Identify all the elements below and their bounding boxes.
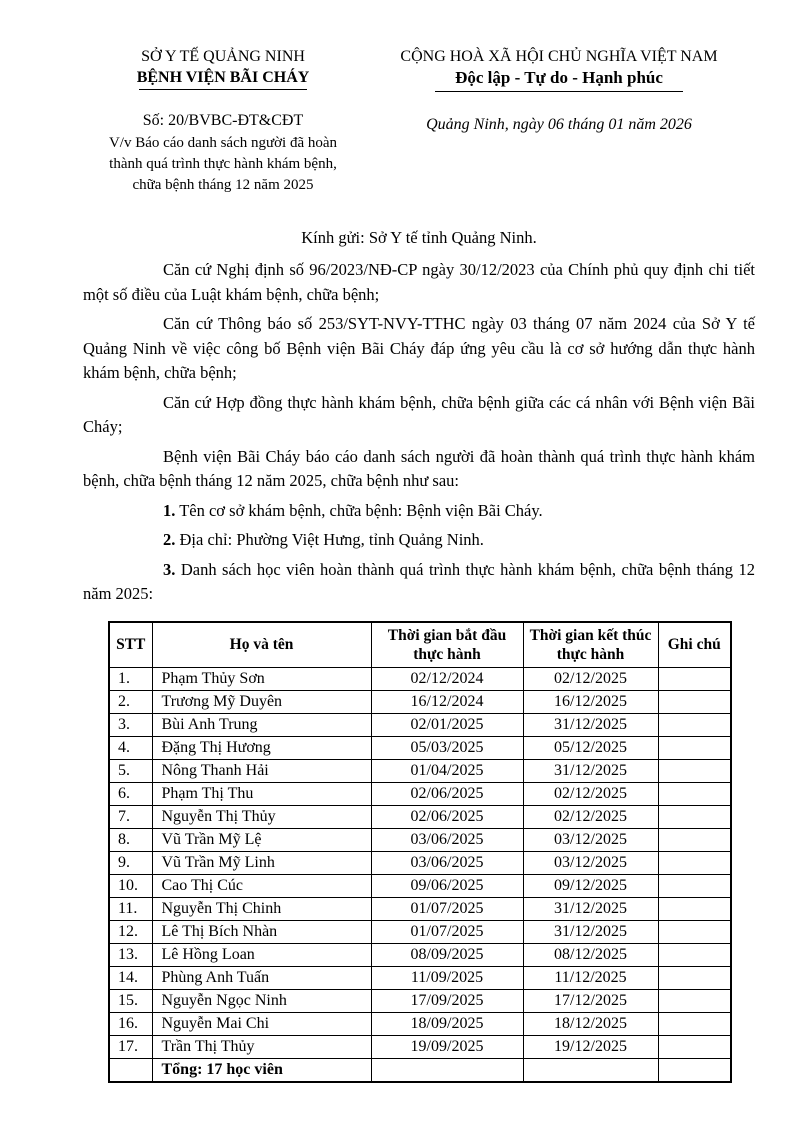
table-cell bbox=[658, 989, 731, 1012]
table-cell: 17. bbox=[109, 1035, 152, 1058]
item-number: 1. bbox=[163, 500, 176, 520]
table-cell: 10. bbox=[109, 874, 152, 897]
document-subject bbox=[83, 133, 363, 196]
table-cell bbox=[658, 851, 731, 874]
column-header-notes: Ghi chú bbox=[658, 622, 731, 668]
table-cell: Nông Thanh Hải bbox=[152, 759, 371, 782]
table-cell bbox=[658, 759, 731, 782]
table-cell: 16/12/2025 bbox=[523, 690, 658, 713]
table-cell: Trần Thị Thủy bbox=[152, 1035, 371, 1058]
table-cell: 31/12/2025 bbox=[523, 713, 658, 736]
table-cell: 03/12/2025 bbox=[523, 828, 658, 851]
table-cell: Nguyễn Mai Chi bbox=[152, 1012, 371, 1035]
table-cell: 08/09/2025 bbox=[371, 943, 523, 966]
table-cell: 16/12/2024 bbox=[371, 690, 523, 713]
table-cell bbox=[658, 713, 731, 736]
subject-line: thành quá trình thực hành khám bệnh, bbox=[109, 156, 337, 172]
table-cell: 16. bbox=[109, 1012, 152, 1035]
table-cell: 17/09/2025 bbox=[371, 989, 523, 1012]
table-cell: 18/09/2025 bbox=[371, 1012, 523, 1035]
table-cell: 18/12/2025 bbox=[523, 1012, 658, 1035]
item-number: 2. bbox=[163, 530, 176, 549]
document-body bbox=[83, 258, 755, 607]
table-cell: 02/06/2025 bbox=[371, 805, 523, 828]
table-header-row bbox=[109, 622, 731, 668]
table-row bbox=[109, 943, 731, 966]
table-row bbox=[109, 713, 731, 736]
table-cell: Vũ Trần Mỹ Linh bbox=[152, 851, 371, 874]
table-cell: Đặng Thị Hương bbox=[152, 736, 371, 759]
total-row bbox=[109, 1058, 731, 1082]
numbered-item-3 bbox=[83, 558, 755, 607]
table-cell: 1. bbox=[109, 667, 152, 690]
table-row bbox=[109, 690, 731, 713]
table-cell: 02/12/2024 bbox=[371, 667, 523, 690]
table-cell: Cao Thị Cúc bbox=[152, 874, 371, 897]
table-cell: Trương Mỹ Duyên bbox=[152, 690, 371, 713]
org-name-underline bbox=[139, 89, 307, 90]
table-body bbox=[109, 667, 731, 1058]
table-row bbox=[109, 782, 731, 805]
item-text: Danh sách học viên hoàn thành quá trình thực hành khám bệnh, chữa bệnh tháng 12 năm 2025: bbox=[83, 559, 755, 603]
document-header bbox=[83, 46, 755, 196]
national-motto-bottom: Độc lập - Tự do - Hạnh phúc bbox=[455, 68, 663, 87]
table-cell: Phùng Anh Tuấn bbox=[152, 966, 371, 989]
table-cell bbox=[523, 1058, 658, 1082]
table-cell: 4. bbox=[109, 736, 152, 759]
table-row bbox=[109, 759, 731, 782]
column-header-stt: STT bbox=[109, 622, 152, 668]
table-row bbox=[109, 989, 731, 1012]
table-cell bbox=[658, 782, 731, 805]
table-row bbox=[109, 1012, 731, 1035]
table-cell bbox=[658, 690, 731, 713]
table-cell: 03/12/2025 bbox=[523, 851, 658, 874]
table-cell bbox=[658, 1058, 731, 1082]
table-cell: Phạm Thủy Sơn bbox=[152, 667, 371, 690]
table-cell: Lê Thị Bích Nhàn bbox=[152, 920, 371, 943]
table-cell bbox=[109, 1058, 152, 1082]
table-row bbox=[109, 805, 731, 828]
table-cell: 3. bbox=[109, 713, 152, 736]
table-cell: 31/12/2025 bbox=[523, 759, 658, 782]
table-cell bbox=[658, 874, 731, 897]
table-cell: Vũ Trần Mỹ Lệ bbox=[152, 828, 371, 851]
table-cell: 11/12/2025 bbox=[523, 966, 658, 989]
table-cell bbox=[658, 667, 731, 690]
table-cell: 31/12/2025 bbox=[523, 920, 658, 943]
table-cell: 01/07/2025 bbox=[371, 897, 523, 920]
table-row bbox=[109, 851, 731, 874]
numbered-item-1 bbox=[83, 499, 755, 524]
table-cell bbox=[658, 920, 731, 943]
table-cell: 2. bbox=[109, 690, 152, 713]
table-cell: 31/12/2025 bbox=[523, 897, 658, 920]
table-row bbox=[109, 736, 731, 759]
paragraph-legal-basis-1: Căn cứ Nghị định số 96/2023/NĐ-CP ngày 30/12/2023 của Chính phủ quy định chi tiết một số điều của Luật khám bệnh, chữa bệnh; bbox=[83, 260, 755, 304]
table-footer bbox=[109, 1058, 731, 1082]
table-cell: 19/12/2025 bbox=[523, 1035, 658, 1058]
table-cell: 19/09/2025 bbox=[371, 1035, 523, 1058]
paragraph-legal-basis-2: Căn cứ Thông báo số 253/SYT-NVY-TTHC ngày 03 tháng 07 năm 2024 của Sở Y tế Quảng Ninh về việc công bố Bệnh viện Bãi Cháy đáp ứng yêu cầu là cơ sở hướng dẫn thực hành khám bệnh, chữa bệnh; bbox=[83, 314, 755, 382]
table-cell: 5. bbox=[109, 759, 152, 782]
table-cell: 02/12/2025 bbox=[523, 782, 658, 805]
table-cell: 02/06/2025 bbox=[371, 782, 523, 805]
paragraph-report-intro: Bệnh viện Bãi Cháy báo cáo danh sách người đã hoàn thành quá trình thực hành khám bệnh, chữa bệnh tháng 12 năm 2025, chữa bệnh như sau: bbox=[83, 446, 755, 490]
table-cell: 15. bbox=[109, 989, 152, 1012]
table-cell: 02/12/2025 bbox=[523, 805, 658, 828]
table-cell: 8. bbox=[109, 828, 152, 851]
table-cell: Nguyễn Thị Chinh bbox=[152, 897, 371, 920]
table-cell: 14. bbox=[109, 966, 152, 989]
issuing-org-block bbox=[83, 46, 363, 196]
motto-underline bbox=[435, 91, 683, 92]
paragraph-legal-basis-3: Căn cứ Hợp đồng thực hành khám bệnh, chữa bệnh giữa các cá nhân với Bệnh viện Bãi Cháy; bbox=[83, 392, 755, 436]
national-motto-block bbox=[363, 46, 755, 196]
column-header-end-date: Thời gian kết thúc thực hành bbox=[523, 622, 658, 668]
table-cell: 09/06/2025 bbox=[371, 874, 523, 897]
table-cell: 01/04/2025 bbox=[371, 759, 523, 782]
item-number: 3. bbox=[163, 559, 176, 579]
table-cell: Lê Hồng Loan bbox=[152, 943, 371, 966]
table-cell bbox=[371, 1058, 523, 1082]
table-cell: 03/06/2025 bbox=[371, 828, 523, 851]
table-row bbox=[109, 966, 731, 989]
table-cell: Phạm Thị Thu bbox=[152, 782, 371, 805]
table-row bbox=[109, 897, 731, 920]
table-cell: 7. bbox=[109, 805, 152, 828]
table-cell: Nguyễn Ngọc Ninh bbox=[152, 989, 371, 1012]
document-number: Số: 20/BVBC-ĐT&CĐT bbox=[142, 112, 304, 129]
table-cell bbox=[658, 736, 731, 759]
table-cell: 05/03/2025 bbox=[371, 736, 523, 759]
item-text: Tên cơ sở khám bệnh, chữa bệnh: Bệnh viện Bãi Cháy. bbox=[175, 500, 543, 520]
column-header-start-date: Thời gian bắt đầu thực hành bbox=[371, 622, 523, 668]
table-cell: 13. bbox=[109, 943, 152, 966]
item-text: Địa chỉ: Phường Việt Hưng, tỉnh Quảng Ninh. bbox=[175, 530, 484, 549]
table-cell bbox=[658, 828, 731, 851]
org-name: BỆNH VIỆN BÃI CHÁY bbox=[136, 69, 310, 86]
trainee-roster-table bbox=[108, 621, 732, 1083]
column-header-name: Họ và tên bbox=[152, 622, 371, 668]
table-cell bbox=[658, 1035, 731, 1058]
table-cell: 08/12/2025 bbox=[523, 943, 658, 966]
table-cell: 01/07/2025 bbox=[371, 920, 523, 943]
table-row bbox=[109, 1035, 731, 1058]
total-label: Tổng: 17 học viên bbox=[152, 1058, 371, 1082]
table-cell: 12. bbox=[109, 920, 152, 943]
table-cell: 03/06/2025 bbox=[371, 851, 523, 874]
table-cell: 05/12/2025 bbox=[523, 736, 658, 759]
table-row bbox=[109, 828, 731, 851]
table-row bbox=[109, 667, 731, 690]
table-cell bbox=[658, 805, 731, 828]
table-cell: 02/01/2025 bbox=[371, 713, 523, 736]
table-cell: 17/12/2025 bbox=[523, 989, 658, 1012]
table-cell: 09/12/2025 bbox=[523, 874, 658, 897]
numbered-item-2 bbox=[83, 528, 755, 553]
table-cell bbox=[658, 943, 731, 966]
table-cell bbox=[658, 897, 731, 920]
national-motto-top: CỘNG HOÀ XÃ HỘI CHỦ NGHĨA VIỆT NAM bbox=[400, 48, 718, 65]
table-cell: Nguyễn Thị Thủy bbox=[152, 805, 371, 828]
table-cell: 6. bbox=[109, 782, 152, 805]
table-cell: 02/12/2025 bbox=[523, 667, 658, 690]
org-parent-name: SỞ Y TẾ QUẢNG NINH bbox=[141, 48, 305, 65]
subject-line: V/v Báo cáo danh sách người đã hoàn bbox=[108, 135, 338, 151]
recipient-line: Kính gửi: Sở Y tế tỉnh Quảng Ninh. bbox=[301, 228, 537, 247]
place-and-date: Quảng Ninh, ngày 06 tháng 01 năm 2026 bbox=[426, 116, 692, 133]
table-cell: 9. bbox=[109, 851, 152, 874]
table-row bbox=[109, 874, 731, 897]
table-cell: 11. bbox=[109, 897, 152, 920]
table-cell bbox=[658, 1012, 731, 1035]
subject-line: chữa bệnh tháng 12 năm 2025 bbox=[132, 177, 314, 193]
table-row bbox=[109, 920, 731, 943]
table-cell bbox=[658, 966, 731, 989]
table-cell: Bùi Anh Trung bbox=[152, 713, 371, 736]
table-cell: 11/09/2025 bbox=[371, 966, 523, 989]
